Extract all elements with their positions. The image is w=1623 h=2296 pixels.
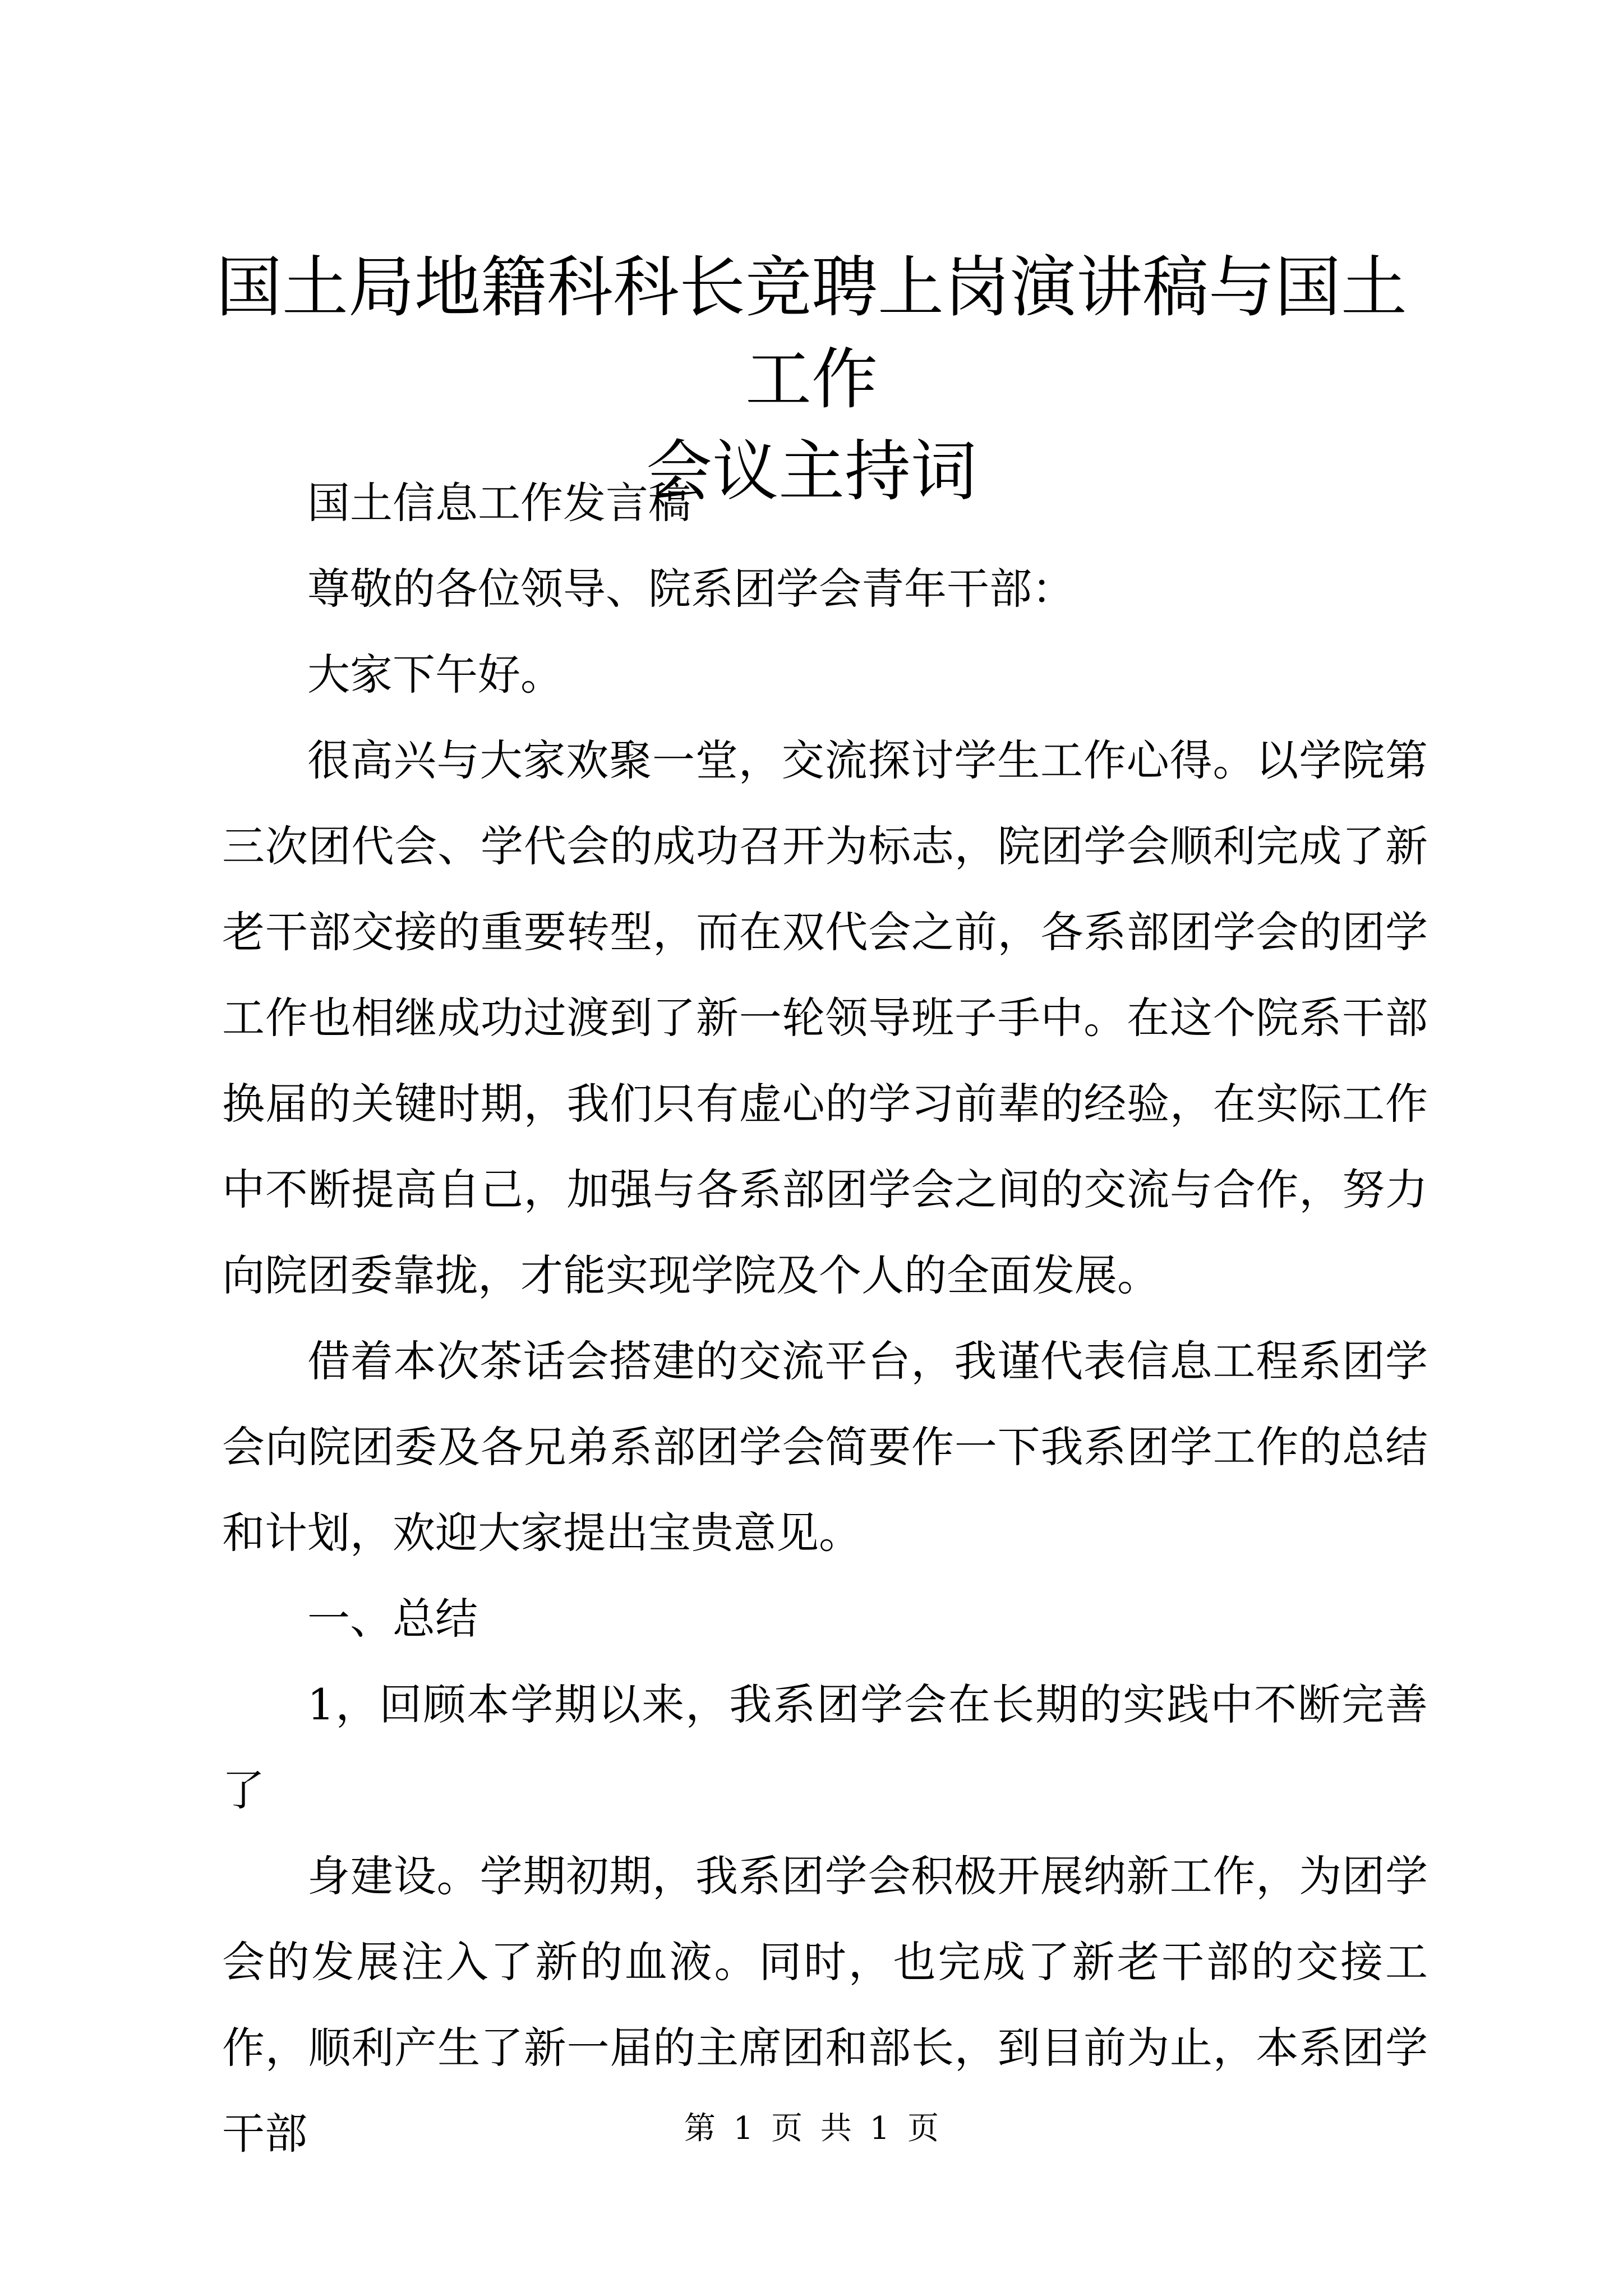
paragraph-point-1: 1，回顾本学期以来，我系团学会在长期的实践中不断完善了 xyxy=(222,1680,1428,1815)
paragraph-purpose: 借着本次茶话会搭建的交流平台，我谨代表信息工程系团学会向院团委及各兄弟系部团学会简要作一下我系团学工作的总结和计划，欢迎大家提出宝贵意见。 xyxy=(222,1336,1428,1558)
title-line-1: 国土局地籍科科长竞聘上岗演讲稿与国土工作 xyxy=(215,249,1407,418)
title-line-2: 会议主持词 xyxy=(645,432,977,510)
page-footer: 第 1 页 共 1 页 xyxy=(684,2110,939,2147)
paragraph-greeting: 大家下午好。 xyxy=(307,650,563,700)
document-body xyxy=(222,460,1428,2177)
paragraph-subtitle: 国土信息工作发言稿 xyxy=(307,478,691,528)
paragraph-salutation: 尊敬的各位领导、院系团学会青年干部： xyxy=(307,564,1075,614)
section-heading-summary: 一、总结 xyxy=(307,1594,478,1644)
paragraph-intro: 很高兴与大家欢聚一堂，交流探讨学生工作心得。以学院第三次团代会、学代会的成功召开为标志，院团学会顺利完成了新老干部交接的重要转型，而在双代会之前，各系部团学会的团学工作也相继成功过渡到了新一轮领导班子手中。在这个院系干部换届的关键时期，我们只有虚心的学习前辈的经验，在实际工作中不断提高自己，加强与各系部团学会之间的交流与合作，努力向院团委靠拢，才能实现学院及个人的全面发展。 xyxy=(222,735,1428,1300)
paragraph-continuation: 身建设。学期初期，我系团学会积极开展纳新工作，为团学会的发展注入了新的血液。同时，也完成了新老干部的交接工作，顺利产生了新一届的主席团和部长，到目前为止，本系团学干部 xyxy=(222,1851,1428,2159)
